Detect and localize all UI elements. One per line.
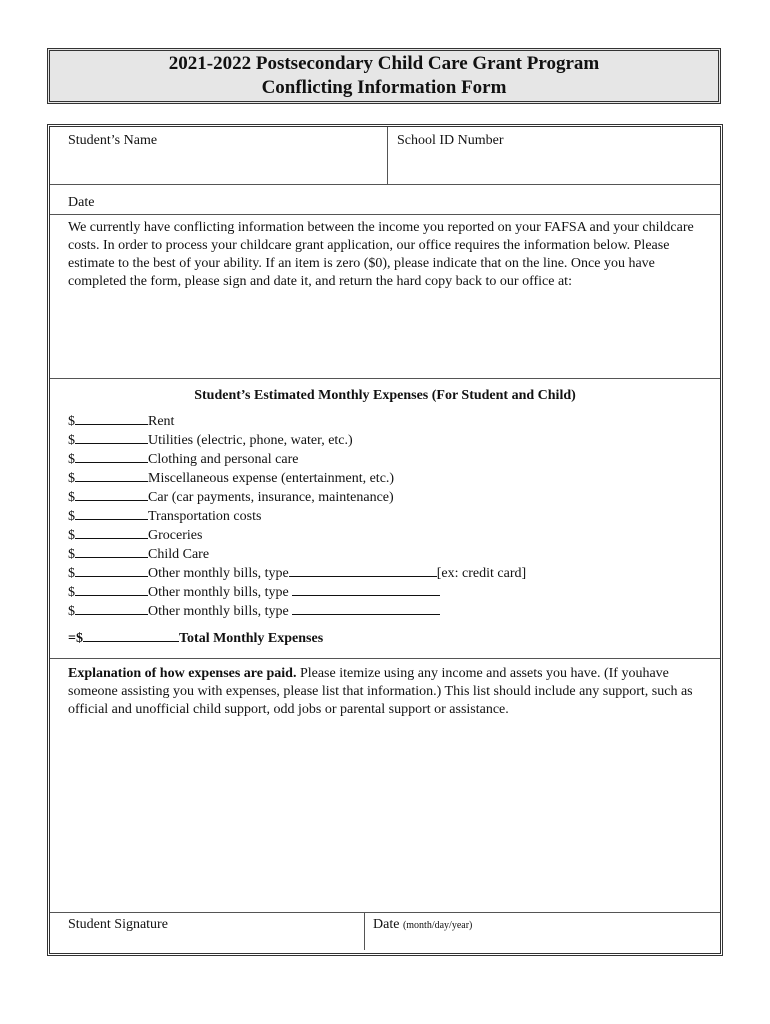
form-title-box: [47, 48, 721, 104]
type-blank[interactable]: [289, 564, 437, 577]
expense-line-other-1: [68, 564, 526, 583]
signature-row-divider: [364, 913, 365, 950]
amount-blank[interactable]: [75, 450, 148, 463]
form-title-line-1: 2021-2022 Postsecondary Child Care Grant Program: [168, 53, 600, 74]
expense-label: Child Care: [148, 547, 210, 562]
expense-line-transportation: [68, 507, 526, 526]
expense-label: Miscellaneous expense (entertainment, etc.): [148, 471, 395, 486]
form-body: [47, 124, 723, 956]
total-line: [68, 629, 323, 647]
currency-sign: $: [68, 547, 75, 562]
other-example: [ex: credit card]: [436, 566, 527, 581]
type-blank[interactable]: [292, 602, 440, 615]
amount-blank[interactable]: [75, 583, 148, 596]
section-divider-2: [50, 658, 720, 659]
amount-blank[interactable]: [75, 507, 148, 520]
currency-sign: $: [68, 471, 75, 486]
expense-line-groceries: [68, 526, 526, 545]
currency-sign: $: [68, 452, 75, 467]
currency-sign: $: [68, 528, 75, 543]
amount-blank[interactable]: [75, 526, 148, 539]
explanation-heading: Explanation of how expenses are paid.: [68, 666, 297, 681]
expense-line-car: [68, 488, 526, 507]
amount-blank[interactable]: [75, 488, 148, 501]
total-blank[interactable]: [83, 629, 179, 642]
explanation-paragraph: [68, 665, 714, 719]
expense-label: Clothing and personal care: [148, 452, 299, 467]
date-word: Date: [373, 917, 400, 932]
currency-sign: $: [68, 566, 75, 581]
expense-line-rent: [68, 412, 526, 431]
expense-label: Utilities (electric, phone, water, etc.): [148, 433, 353, 448]
explanation-text: Please itemize using any income and assets you have. (If youhave someone assisting you with expenses, please list that information.) This list should include any support, such as official and unofficial child support, odd jobs or parental support or assistance.: [68, 666, 693, 717]
signature-row: [50, 912, 720, 950]
expense-line-misc: [68, 469, 526, 488]
section-divider-1: [50, 378, 720, 379]
total-label: Total Monthly Expenses: [178, 631, 324, 646]
amount-blank[interactable]: [75, 431, 148, 444]
expense-line-other-2: [68, 583, 526, 602]
currency-sign: $: [68, 585, 75, 600]
expense-label: Car (car payments, insurance, maintenance): [148, 490, 394, 505]
expense-line-child-care: [68, 545, 526, 564]
expense-label: Other monthly bills, type: [148, 604, 289, 619]
name-row-divider: [387, 127, 388, 184]
expense-label: Transportation costs: [148, 509, 262, 524]
amount-blank[interactable]: [75, 564, 148, 577]
expense-label: Rent: [148, 414, 175, 429]
total-prefix: =$: [68, 631, 83, 646]
date-row: [50, 185, 720, 215]
date-label: Date: [68, 195, 95, 210]
amount-blank[interactable]: [75, 412, 148, 425]
student-signature-label: Student Signature: [68, 917, 168, 932]
expenses-list: [68, 412, 526, 621]
expense-label: Other monthly bills, type: [148, 566, 289, 581]
student-name-label: Student’s Name: [68, 133, 158, 148]
signature-date-label: [373, 916, 472, 934]
name-row: [50, 127, 720, 185]
currency-sign: $: [68, 490, 75, 505]
currency-sign: $: [68, 509, 75, 524]
date-format-hint: (month/day/year): [402, 920, 473, 931]
school-id-label: School ID Number: [397, 133, 504, 148]
form-title-line-2: Conflicting Information Form: [261, 77, 507, 98]
expense-line-utilities: [68, 431, 526, 450]
currency-sign: $: [68, 604, 75, 619]
currency-sign: $: [68, 414, 75, 429]
amount-blank[interactable]: [75, 602, 148, 615]
expense-line-other-3: [68, 602, 526, 621]
amount-blank[interactable]: [75, 545, 148, 558]
amount-blank[interactable]: [75, 469, 148, 482]
intro-paragraph: We currently have conflicting information between the income you reported on your FAFSA and your childcare costs. In order to process your childcare grant application, our office requires the information below. Please estimate to the best of your ability. If an item is zero ($0), please indicate that on the line. Once you have completed the form, please sign and date it, and return the hard copy back to our office at:: [68, 220, 694, 289]
currency-sign: $: [68, 433, 75, 448]
type-blank[interactable]: [292, 583, 440, 596]
expenses-heading: Student’s Estimated Monthly Expenses (For Student and Child): [194, 388, 576, 403]
expense-line-clothing: [68, 450, 526, 469]
expense-label: Groceries: [148, 528, 203, 543]
expense-label: Other monthly bills, type: [148, 585, 289, 600]
